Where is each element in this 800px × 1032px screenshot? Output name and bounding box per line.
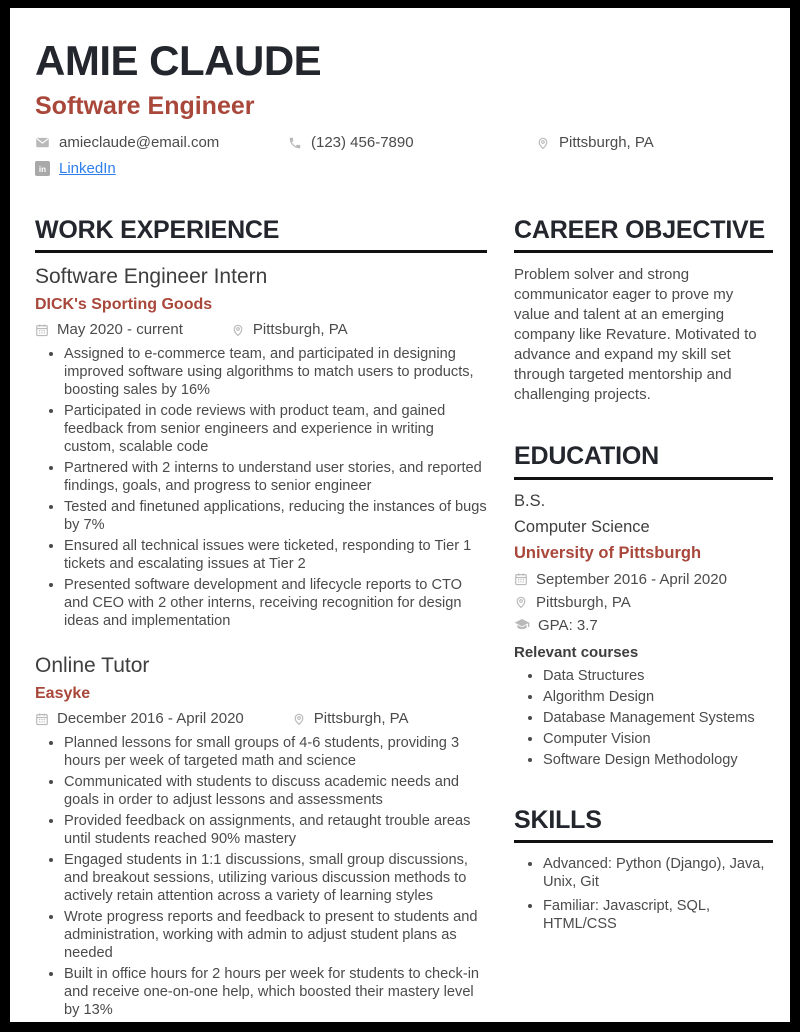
company-name: DICK's Sporting Goods	[35, 296, 213, 314]
location-icon	[231, 323, 245, 337]
svg-text:in: in	[38, 164, 47, 174]
education-section	[514, 441, 773, 768]
bullet-item: • Wrote progress reports and feedback to present to students and administration, working with admin to adjust student plans as needed	[64, 908, 487, 962]
person-name: AMIE CLAUDE	[35, 37, 322, 84]
phone-icon	[288, 136, 302, 150]
job-dates: December 2016 - April 2020	[57, 710, 244, 728]
linkedin-link[interactable]: LinkedIn	[59, 160, 116, 177]
education-dates-row	[514, 571, 773, 588]
location-icon	[514, 595, 528, 609]
job-meta-row	[35, 321, 487, 338]
bullet-item: • Participated in code reviews with product team, and gained feedback from senior engineers and experience in writing custom, scalable code	[64, 402, 487, 456]
right-column	[514, 215, 773, 1032]
contact-phone	[288, 134, 536, 151]
location-icon	[292, 712, 306, 726]
course-item: • Data Structures	[543, 667, 773, 685]
gpa-text: GPA: 3.7	[538, 616, 598, 634]
job-entry	[35, 654, 487, 1019]
email-icon	[35, 135, 50, 150]
education-dates: September 2016 - April 2020	[536, 570, 727, 588]
bullet-item: • Tested and finetuned applications, reducing the instances of bugs by 7%	[64, 498, 487, 534]
work-experience-heading: WORK EXPERIENCE	[35, 215, 487, 253]
skills-section	[514, 805, 773, 933]
calendar-icon	[35, 712, 49, 726]
education-gpa-row	[514, 617, 773, 634]
job-dates: May 2020 - current	[57, 321, 183, 339]
course-item: • Software Design Methodology	[543, 751, 773, 769]
courses-list	[514, 667, 773, 769]
bullet-item: • Engaged students in 1:1 discussions, small group discussions, and breakout sessions, utilizing various discussion methods to actively retain attention across a variety of learning styles	[64, 851, 487, 905]
bullet-item: • Ensured all technical issues were ticketed, responding to Tier 1 tickets and escalating issues at Tier 2	[64, 537, 487, 573]
degree: B.S.	[514, 491, 546, 510]
location-text: Pittsburgh, PA	[559, 134, 654, 151]
linkedin-icon	[35, 161, 50, 176]
education-location-row	[514, 594, 773, 611]
career-objective-heading: CAREER OBJECTIVE	[514, 215, 773, 253]
bullet-item: • Communicated with students to discuss academic needs and goals in order to adjust lessons and assessments	[64, 773, 487, 809]
job-meta-row	[35, 710, 487, 727]
skill-item: • Familiar: Javascript, SQL, HTML/CSS	[543, 897, 773, 933]
contact-email	[35, 134, 288, 151]
school-name: University of Pittsburgh	[514, 543, 702, 562]
person-job-title: Software Engineer	[35, 92, 255, 120]
job-location-wrap	[292, 710, 409, 727]
bullet-item: • Built in office hours for 2 hours per week for students to check-in and receive one-on-one help, which boosted their mastery level by 13%	[64, 965, 487, 1019]
contact-linkedin	[35, 160, 116, 177]
bullet-item: • Assigned to e-commerce team, and participated in designing improved software using algorithms to match users to products, boosting sales by 16%	[64, 345, 487, 399]
skills-list	[514, 855, 773, 933]
education-heading: EDUCATION	[514, 441, 773, 479]
main-content	[35, 215, 770, 1032]
job-bullet-list	[35, 345, 487, 630]
job-location: Pittsburgh, PA	[252, 321, 348, 339]
contact-row-linkedin	[35, 160, 770, 177]
email-text: amieclaude@email.com	[59, 134, 220, 151]
career-objective-section	[514, 215, 773, 405]
courses-label: Relevant courses	[514, 643, 639, 661]
bullet-item: • Presented software development and lifecycle reports to CTO and CEO with 2 other interns, receiving recognition for design ideas and implementation	[64, 576, 487, 630]
location-icon	[536, 136, 550, 150]
header	[35, 37, 770, 177]
skill-item: • Advanced: Python (Django), Java, Unix, Git	[543, 855, 773, 891]
course-item: • Computer Vision	[543, 730, 773, 748]
field-of-study: Computer Science	[514, 517, 650, 536]
bullet-item: • Partnered with 2 interns to understand user stories, and reported findings, goals, and progress to senior engineer	[64, 459, 487, 495]
job-title: Software Engineer Intern	[35, 265, 268, 289]
calendar-icon	[35, 323, 49, 337]
bullet-item: • Provided feedback on assignments, and retaught trouble areas until students reached 90% mastery	[64, 812, 487, 848]
calendar-icon	[514, 572, 528, 586]
course-item: • Database Management Systems	[543, 709, 773, 727]
job-location-wrap	[231, 321, 348, 338]
objective-text: Problem solver and strong communicator eager to prove my value and talent at an emerging company like Revature. Motivated to advance and expand my skill set through targeted mentorship and challenging projects.	[514, 266, 757, 404]
skills-heading: SKILLS	[514, 805, 773, 843]
left-column	[35, 215, 487, 1032]
phone-text: (123) 456-7890	[311, 134, 414, 151]
job-title: Online Tutor	[35, 654, 150, 678]
course-item: • Algorithm Design	[543, 688, 773, 706]
contact-location	[536, 134, 654, 151]
graduation-cap-icon	[514, 617, 530, 633]
bullet-item: • Planned lessons for small groups of 4-6 students, providing 3 hours per week of targeted math and science	[64, 734, 487, 770]
job-bullet-list	[35, 734, 487, 1019]
company-name: Easyke	[35, 685, 91, 703]
job-location: Pittsburgh, PA	[313, 710, 409, 728]
contact-row	[35, 134, 770, 151]
education-location: Pittsburgh, PA	[536, 593, 631, 611]
job-entry	[35, 265, 487, 630]
